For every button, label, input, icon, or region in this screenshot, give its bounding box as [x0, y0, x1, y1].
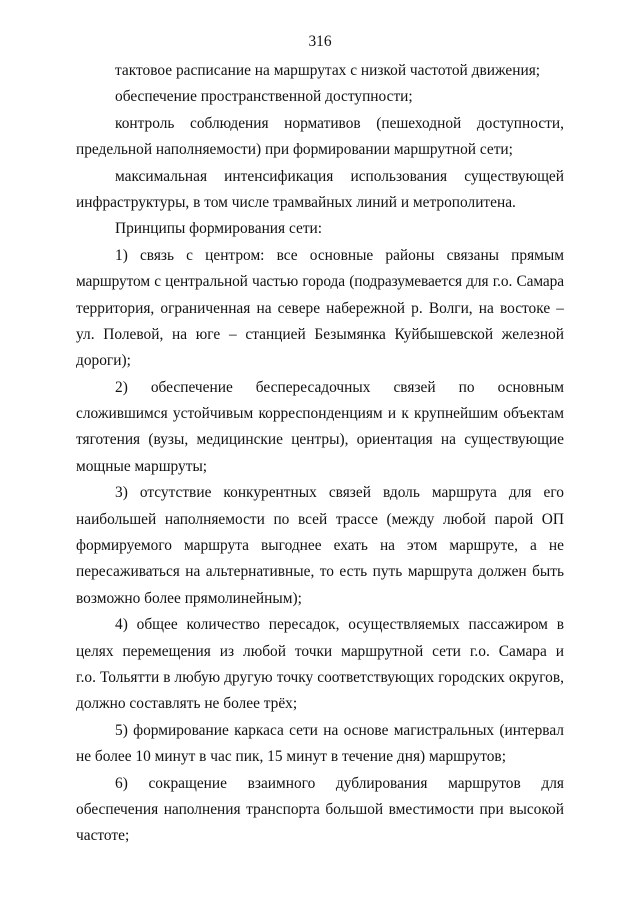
text-line: обеспечения наполнения транспорта большой вместимости при высокой	[76, 800, 564, 818]
text-line: маршрутом с центральной частью города (подразумевается для г.о. Самара	[76, 273, 564, 291]
text-line: г.о. Тольятти в любую другую точку соответствующих городских округов,	[76, 668, 564, 686]
text-line: должно составлять не более трёх;	[76, 695, 298, 713]
text-line: максимальная интенсификация использования существующей	[115, 167, 564, 185]
text-line: наибольшей наполняемости по всей трассе (между любой парой ОП	[76, 510, 564, 528]
text-line: обеспечение пространственной доступности;	[115, 88, 413, 106]
text-line: предельной наполняемости) при формировании маршрутной сети;	[76, 141, 513, 159]
text-line: 5) формирование каркаса сети на основе магистральных (интервал	[115, 721, 564, 739]
text-line: 1) связь с центром: все основные районы связаны прямым	[115, 246, 564, 264]
text-line: мощные маршруты;	[76, 457, 208, 475]
text-line: целях перемещения из любой точки маршрутной сети г.о. Самара и	[76, 642, 564, 660]
text-line: дороги);	[76, 352, 131, 370]
page-number: 316	[308, 33, 332, 50]
text-line: контроль соблюдения нормативов (пешеходной доступности,	[115, 114, 564, 132]
text-line: инфраструктуры, в том числе трамвайных линий и метрополитена.	[76, 193, 516, 211]
text-line: тактовое расписание на маршрутах с низкой частотой движения;	[115, 62, 541, 79]
text-line: возможно более прямолинейным);	[76, 589, 302, 607]
text-line: ул. Полевой, на юге – станцией Безымянка Куйбышевской железной	[76, 325, 564, 343]
text-line: территория, ограниченная на севере набережной р. Волги, на востоке –	[76, 299, 564, 317]
text-line: 4) общее количество пересадок, осуществляемых пассажиром в	[115, 616, 564, 634]
page-body	[76, 58, 564, 850]
text-line: Принципы формирования сети:	[115, 220, 323, 238]
text-line: частоте;	[76, 827, 130, 845]
text-line: сложившимся устойчивым корреспонденциям и к крупнейшим объектам	[76, 405, 564, 423]
text-line: 3) отсутствие конкурентных связей вдоль маршрута для его	[115, 484, 564, 502]
text-line: формируемого маршрута выгоднее ехать на этом маршруте, а не	[76, 537, 564, 555]
text-line: не более 10 минут в час пик, 15 минут в течение дня) маршрутов;	[76, 748, 506, 766]
text-line: 2) обеспечение беспересадочных связей по основным	[115, 378, 564, 396]
text-line: тяготения (вузы, медицинские центры), ориентация на существующие	[76, 431, 564, 449]
text-line: пересаживаться на альтернативные, то есть путь маршрута должен быть	[76, 563, 564, 581]
text-line: 6) сокращение взаимного дублирования маршрутов для	[115, 774, 564, 792]
